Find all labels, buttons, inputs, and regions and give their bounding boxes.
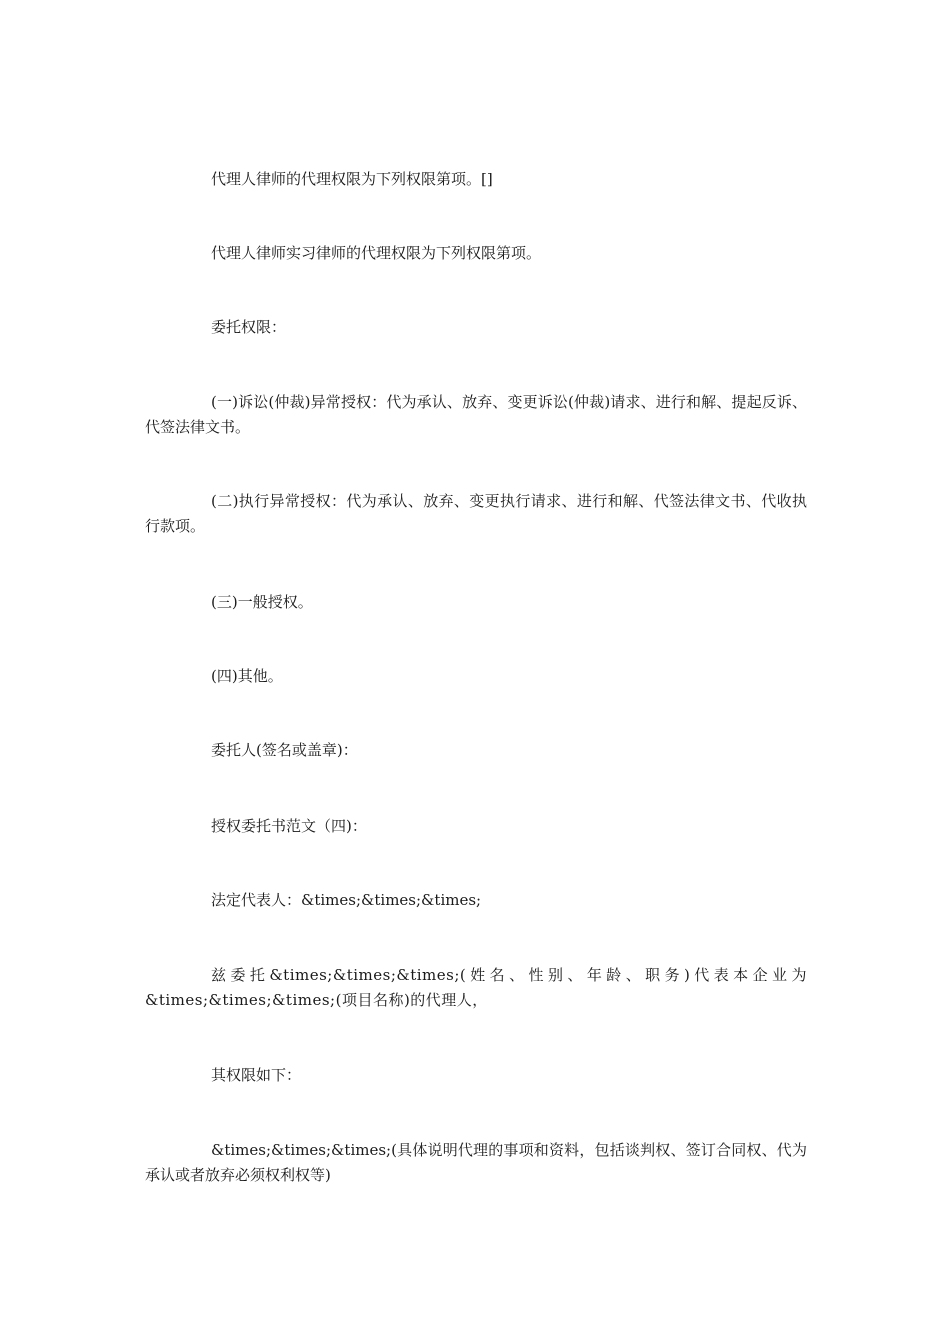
paragraph-appointment: 兹委托&times;&times;&times;(姓名、性别、年龄、职务)代表本企业为&times;&times;&times;(项目名称)的代理人， [145,966,807,1009]
paragraph-general-authority: (三)一般授权。 [211,593,313,611]
paragraph-sample-title: 授权委托书范文（四)： [211,817,367,835]
paragraph-principal-signature: 委托人(签名或盖章)： [211,741,358,759]
paragraph-agent-authority: 代理人律师的代理权限为下列权限第项。[] [211,170,493,188]
paragraph-intern-authority: 代理人律师实习律师的代理权限为下列权限第项。 [211,244,542,262]
paragraph-entrust-heading: 委托权限： [211,318,287,336]
paragraph-legal-representative: 法定代表人：&times;&times;&times; [211,891,482,909]
paragraph-authority-details: &times;&times;&times;(具体说明代理的事项和资料，包括谈判权、签订合同权、代为承认或者放弃必须权利权等) [145,1141,807,1184]
paragraph-execution-authority: (二)执行异常授权：代为承认、放弃、变更执行请求、进行和解、代签法律文书、代收执行款项。 [145,492,807,535]
paragraph-litigation-authority: (一)诉讼(仲裁)异常授权：代为承认、放弃、变更诉讼(仲裁)请求、进行和解、提起反诉、代签法律文书。 [145,393,807,436]
paragraph-authority-intro: 其权限如下： [211,1066,302,1084]
paragraph-other: (四)其他。 [211,667,283,685]
